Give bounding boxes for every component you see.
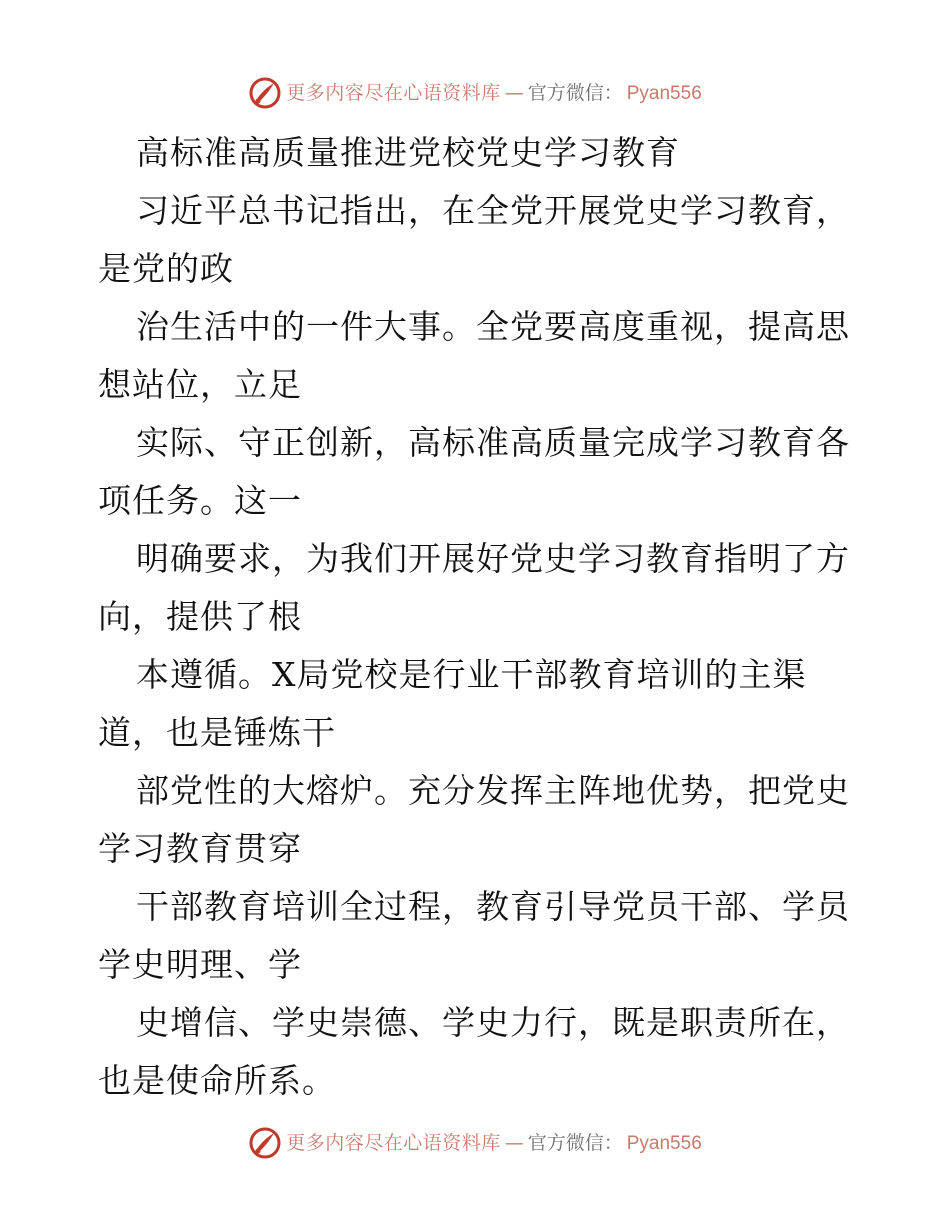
footer-banner [0,1126,950,1160]
banner-separator: — [504,81,524,104]
banner-wechat-label: 官方微信： [527,1131,623,1154]
text-line: 习近平总书记指出，在全党开展党史学习教育， [136,191,850,230]
text-line: 是党的政 [98,249,234,288]
text-line: 学习教育贯穿 [98,829,302,868]
banner-wechat-id: Pyan556 [626,1132,702,1154]
text-line: 道，也是锤炼干 [98,713,336,752]
text-line: 史增信、学史崇德、学史力行，既是职责所在， [136,1003,850,1042]
text-line: 向，提供了根 [98,597,302,636]
text-line: 本遵循。X局党校是行业干部教育培训的主渠 [136,655,807,694]
text-line: 想站位，立足 [98,365,302,404]
document-body [98,124,858,1110]
text-line: 项任务。这一 [98,481,302,520]
document-title: 高标准高质量推进党校党史学习教育 [136,133,680,172]
brush-logo-icon [248,1126,282,1160]
banner-wechat-label: 官方微信： [527,81,623,104]
banner-wechat-id: Pyan556 [626,82,702,104]
banner-site-text: 更多内容尽在心语资料库 [286,1131,501,1154]
text-line: 治生活中的一件大事。全党要高度重视，提高思 [136,307,850,346]
text-line: 部党性的大熔炉。充分发挥主阵地优势，把党史 [136,771,850,810]
header-banner [0,76,950,110]
text-line: 干部教育培训全过程，教育引导党员干部、学员 [136,887,850,926]
text-line: 明确要求，为我们开展好党史学习教育指明了方 [136,539,850,578]
text-line: 学史明理、学 [98,945,302,984]
text-line: 实际、守正创新，高标准高质量完成学习教育各 [136,423,850,462]
banner-site-text: 更多内容尽在心语资料库 [286,81,501,104]
brush-logo-icon [248,76,282,110]
banner-separator: — [504,1131,524,1154]
text-line: 也是使命所系。 [98,1061,336,1100]
